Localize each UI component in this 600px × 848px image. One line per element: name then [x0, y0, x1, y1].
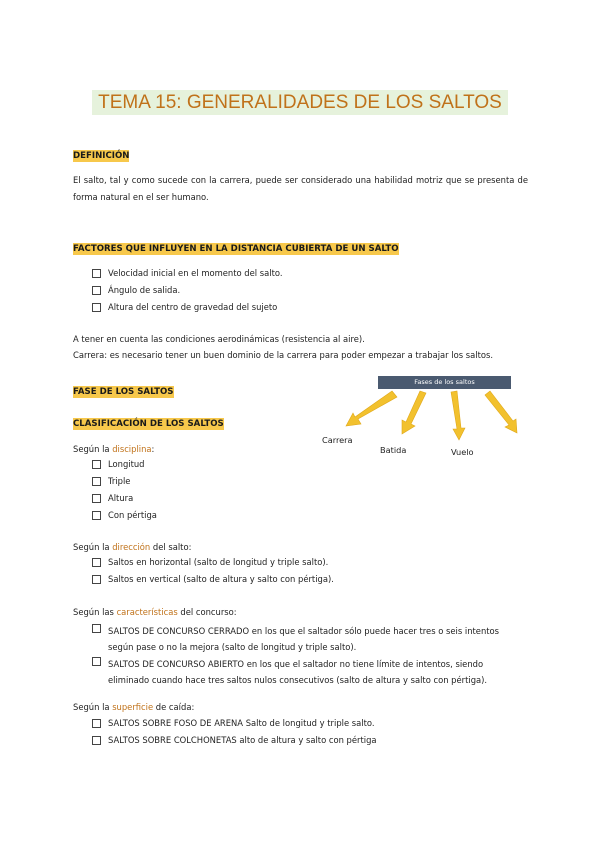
superficie-heading	[73, 699, 194, 716]
checkbox[interactable]	[92, 736, 101, 745]
checkbox[interactable]	[92, 624, 101, 633]
diagram-label-carrera: Carrera	[322, 435, 353, 445]
superficie-post: de caída:	[153, 702, 195, 712]
page-title-wrap	[0, 92, 600, 114]
fase-heading-wrap	[73, 379, 174, 398]
list-item	[92, 656, 532, 688]
direccion-key: dirección	[112, 542, 151, 552]
list-item	[92, 718, 377, 735]
caracteristicas-key: características	[116, 607, 178, 617]
factores-note-2: Carrera: es necesario tener un buen dominio de la carrera para poder empezar a trabajar los saltos.	[73, 350, 494, 360]
disciplina-post: :	[151, 444, 155, 454]
checkbox[interactable]	[92, 494, 101, 503]
disciplina-list	[92, 459, 157, 527]
checkbox[interactable]	[92, 558, 101, 567]
list-item-label: Con pértiga	[108, 510, 157, 520]
caracteristicas-item-abierto	[92, 656, 532, 688]
disciplina-key: disciplina	[112, 444, 152, 454]
direccion-post: del salto:	[150, 542, 192, 552]
abierto-line-2: eliminado cuando hace tres saltos nulos consecutivos (salto de altura y salto con pértiga).	[108, 675, 488, 685]
disciplina-pre: Según la	[73, 444, 113, 454]
list-item	[92, 574, 334, 591]
direccion-pre: Según la	[73, 542, 113, 552]
caracteristicas-item-cerrado	[92, 623, 532, 655]
direccion-list	[92, 557, 334, 591]
arrow-batida	[402, 391, 426, 434]
list-item	[92, 623, 532, 655]
checkbox[interactable]	[92, 511, 101, 520]
list-item-label: SALTOS SOBRE FOSO DE ARENA Salto de longitud y triple salto.	[108, 718, 375, 728]
list-item-label: Velocidad inicial en el momento del salto.	[108, 268, 283, 278]
list-item-text	[108, 656, 487, 688]
factores-note-1: A tener en cuenta las condiciones aerodinámicas (resistencia al aire).	[73, 334, 365, 344]
superficie-pre: Según la	[73, 702, 113, 712]
list-item-label: SALTOS SOBRE COLCHONETAS alto de altura y salto con pértiga	[108, 735, 377, 745]
list-item	[92, 459, 157, 476]
list-item	[92, 268, 283, 285]
list-item	[92, 735, 377, 752]
arrow-cuarta	[485, 391, 517, 433]
checkbox[interactable]	[92, 303, 101, 312]
factores-list	[92, 268, 283, 319]
superficie-list	[92, 718, 377, 752]
checkbox[interactable]	[92, 477, 101, 486]
diagram-label-vuelo: Vuelo	[451, 447, 474, 457]
clasificacion-heading: CLASIFICACIÓN DE LOS SALTOS	[73, 419, 224, 429]
arrow-carrera	[346, 391, 397, 426]
list-item	[92, 476, 157, 493]
list-item-label: Altura	[108, 493, 134, 503]
caracteristicas-pre: Según las	[73, 607, 117, 617]
list-item-label: Saltos en horizontal (salto de longitud y triple salto).	[108, 557, 329, 567]
definicion-text: El salto, tal y como sucede con la carrera, puede ser considerado una habilidad motriz que se presenta de forma natural en el ser humano.	[73, 175, 528, 202]
list-item-label: Altura del centro de gravedad del sujeto	[108, 302, 278, 312]
abierto-line-1: SALTOS DE CONCURSO ABIERTO en los que el saltador no tiene límite de intentos, siendo	[108, 659, 484, 669]
checkbox[interactable]	[92, 269, 101, 278]
definicion-heading: DEFINICIÓN	[73, 151, 130, 161]
list-item	[92, 510, 157, 527]
list-item-label: Saltos en vertical (salto de altura y salto con pértiga).	[108, 574, 334, 584]
checkbox[interactable]	[92, 575, 101, 584]
list-item-text	[108, 623, 499, 655]
cerrado-line-1: SALTOS DE CONCURSO CERRADO en los que el saltador sólo puede hacer tres o seis intentos	[108, 626, 500, 636]
disciplina-heading	[73, 441, 154, 458]
caracteristicas-post: del concurso:	[177, 607, 237, 617]
checkbox[interactable]	[92, 719, 101, 728]
diagram-label-batida: Batida	[380, 445, 407, 455]
checkbox[interactable]	[92, 460, 101, 469]
list-item	[92, 493, 157, 510]
definicion-heading-wrap	[73, 143, 129, 162]
factores-heading-wrap	[73, 236, 399, 255]
list-item-label: Ángulo de salida.	[108, 285, 181, 295]
list-item-label: Longitud	[108, 459, 145, 469]
arrow-vuelo	[451, 391, 465, 440]
list-item-label: Triple	[108, 476, 131, 486]
direccion-heading	[73, 539, 191, 556]
page-title: TEMA 15: GENERALIDADES DE LOS SALTOS	[92, 90, 508, 115]
checkbox[interactable]	[92, 657, 101, 666]
superficie-key: superficie	[112, 702, 154, 712]
list-item	[92, 285, 283, 302]
clasificacion-heading-wrap	[73, 411, 224, 430]
diagram-title: Fases de los saltos	[378, 376, 511, 389]
list-item	[92, 302, 283, 319]
factores-heading: FACTORES QUE INFLUYEN EN LA DISTANCIA CUBIERTA DE UN SALTO	[73, 244, 399, 254]
checkbox[interactable]	[92, 286, 101, 295]
caracteristicas-heading	[73, 604, 237, 621]
fase-heading: FASE DE LOS SALTOS	[73, 387, 174, 397]
cerrado-line-2: según pase o no la mejora (salto de longitud y triple salto).	[108, 642, 357, 652]
list-item	[92, 557, 334, 574]
